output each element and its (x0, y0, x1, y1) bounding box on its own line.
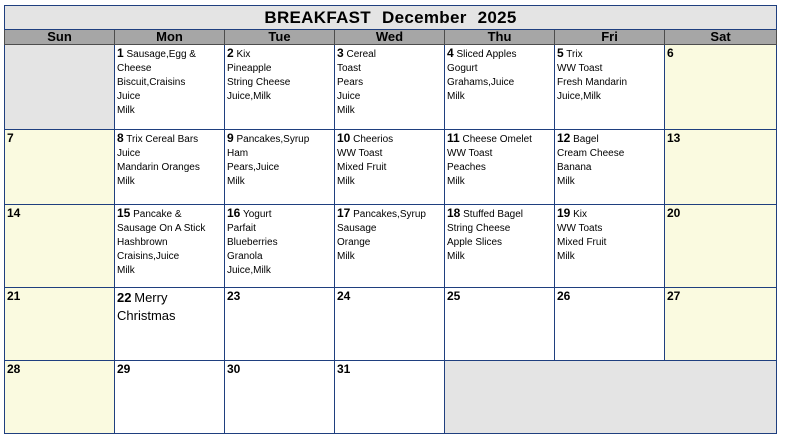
day-cell (335, 288, 445, 361)
day-number: 14 (7, 206, 21, 220)
weekday-wed: Wed (335, 30, 445, 45)
day-number: 12 (557, 131, 571, 145)
day-number: 15 (117, 206, 131, 220)
day-number: 17 (337, 206, 351, 220)
day-cell (335, 45, 445, 130)
day-cell-empty (5, 45, 115, 130)
day-cell-weekend (665, 288, 777, 361)
menu-text: Pancakes,Syrup Sausage Orange Milk (337, 209, 426, 262)
menu-text: Trix Cereal Bars Juice Mandarin Oranges Milk (117, 134, 200, 187)
day-cell-empty (445, 361, 777, 434)
day-cell (225, 130, 335, 205)
day-cell (445, 288, 555, 361)
day-cell-weekend (5, 130, 115, 205)
weekday-sat: Sat (665, 30, 777, 45)
day-number: 5 (557, 46, 564, 60)
day-cell-weekend (5, 288, 115, 361)
day-number: 2 (227, 46, 234, 60)
menu-text: Sliced Apples Gogurt Grahams,Juice Milk (447, 49, 517, 102)
weekday-mon: Mon (115, 30, 225, 45)
menu-text: Stuffed Bagel String Cheese Apple Slices Milk (447, 209, 524, 262)
day-cell (335, 361, 445, 434)
day-cell (115, 45, 225, 130)
day-number: 1 (117, 46, 124, 60)
day-cell-weekend (5, 361, 115, 434)
menu-text: Pancake & Sausage On A Stick Hashbrown Craisins,Juice Milk (117, 209, 206, 276)
day-number: 28 (7, 362, 21, 376)
day-number: 29 (117, 362, 131, 376)
day-number: 13 (667, 131, 681, 145)
day-number: 10 (337, 131, 351, 145)
day-cell (115, 130, 225, 205)
breakfast-calendar (4, 5, 777, 434)
day-number: 25 (447, 289, 461, 303)
menu-text: Pancakes,Syrup Ham Pears,Juice Milk (227, 134, 310, 187)
menu-text: Yogurt Parfait Blueberries Granola Juice,Milk (227, 209, 278, 276)
day-cell-weekend (665, 205, 777, 288)
day-number: 27 (667, 289, 681, 303)
title-year: 2025 (477, 8, 517, 27)
day-cell-weekend (5, 205, 115, 288)
day-number: 20 (667, 206, 681, 220)
day-number: 4 (447, 46, 454, 60)
day-number: 19 (557, 206, 571, 220)
day-cell (555, 288, 665, 361)
day-cell (335, 205, 445, 288)
menu-text: Merry Christmas (117, 290, 176, 323)
day-cell (555, 45, 665, 130)
day-cell (445, 205, 555, 288)
weekday-header-row (5, 30, 777, 45)
menu-text: Cheerios WW Toast Mixed Fruit Milk (337, 134, 394, 187)
day-number: 30 (227, 362, 241, 376)
day-number: 11 (447, 131, 460, 145)
weekday-sun: Sun (5, 30, 115, 45)
day-number: 9 (227, 131, 234, 145)
day-number: 3 (337, 46, 344, 60)
day-cell (115, 288, 225, 361)
day-number: 6 (667, 46, 674, 60)
menu-text: Bagel Cream Cheese Banana Milk (557, 134, 625, 187)
day-cell (555, 205, 665, 288)
week-row-3 (5, 205, 777, 288)
day-number: 18 (447, 206, 461, 220)
day-number: 23 (227, 289, 241, 303)
day-cell (225, 45, 335, 130)
day-number: 24 (337, 289, 351, 303)
title-month: December (382, 8, 467, 27)
day-number: 8 (117, 131, 124, 145)
week-row-5 (5, 361, 777, 434)
day-number: 21 (7, 289, 21, 303)
day-number: 22 (117, 290, 132, 305)
menu-text: Kix WW Toats Mixed Fruit Milk (557, 209, 607, 262)
week-row-4 (5, 288, 777, 361)
day-cell (115, 205, 225, 288)
weekday-tue: Tue (225, 30, 335, 45)
weekday-fri: Fri (555, 30, 665, 45)
week-row-1 (5, 45, 777, 130)
day-cell-weekend (665, 45, 777, 130)
day-cell (115, 361, 225, 434)
day-cell (225, 288, 335, 361)
day-number: 7 (7, 131, 14, 145)
menu-text: Cereal Toast Pears Juice Milk (337, 49, 376, 116)
day-cell (225, 361, 335, 434)
menu-text: Trix WW Toast Fresh Mandarin Juice,Milk (557, 49, 628, 102)
calendar-title (5, 6, 777, 30)
weekday-thu: Thu (445, 30, 555, 45)
day-cell (445, 45, 555, 130)
day-cell (445, 130, 555, 205)
menu-text: Sausage,Egg & Cheese Biscuit,Craisins Juice Milk (117, 49, 196, 116)
menu-text: Kix Pineapple String Cheese Juice,Milk (227, 49, 291, 102)
day-number: 16 (227, 206, 241, 220)
week-row-2 (5, 130, 777, 205)
title-main: BREAKFAST (264, 8, 371, 27)
day-cell (225, 205, 335, 288)
day-number: 26 (557, 289, 571, 303)
day-cell-weekend (665, 130, 777, 205)
day-cell (555, 130, 665, 205)
day-cell (335, 130, 445, 205)
menu-text: Cheese Omelet WW Toast Peaches Milk (447, 134, 532, 187)
day-number: 31 (337, 362, 351, 376)
